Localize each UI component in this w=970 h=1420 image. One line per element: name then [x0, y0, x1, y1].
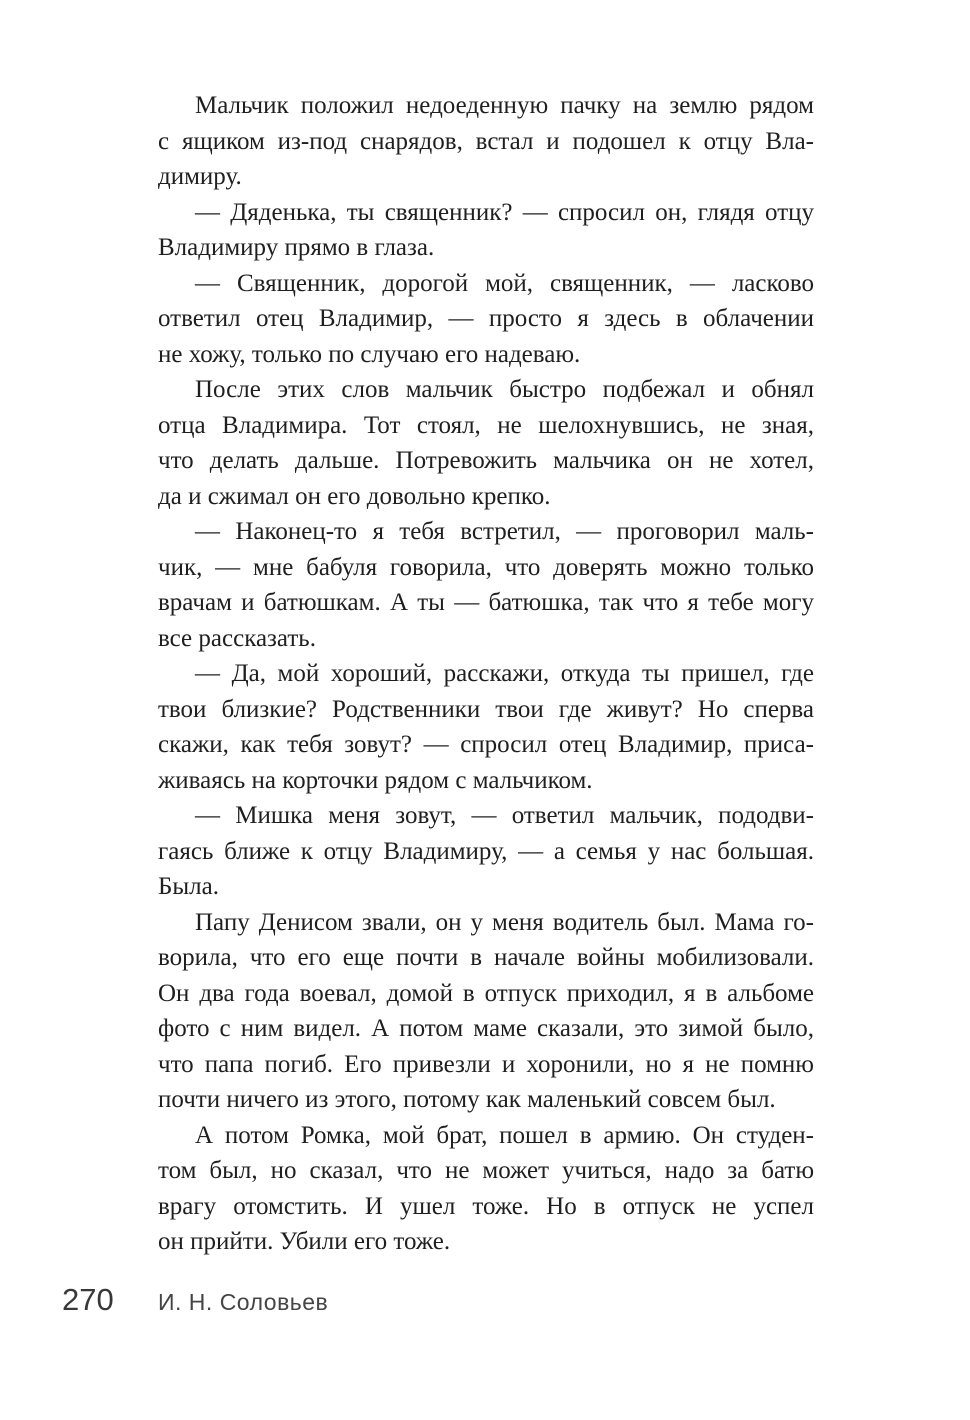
paragraph: [158, 905, 814, 1118]
paragraph: [158, 798, 814, 905]
text-line: врачам и батюшкам. А ты — батюшка, так что я тебе могу: [158, 589, 814, 616]
text-line: фото с ним видел. А потом маме сказали, это зимой было,: [158, 1015, 814, 1042]
text-line: да и сжимал он его довольно крепко.: [158, 482, 551, 510]
text-line: что папа погиб. Его привезли и хоронили, но я не помню: [158, 1050, 814, 1078]
running-footer-author: И. Н. Соловьев: [158, 1289, 329, 1315]
paragraph: [158, 372, 814, 514]
text-line: — Да, мой хороший, расскажи, откуда ты пришел, где: [195, 660, 814, 687]
text-line: — Мишка меня зовут, — ответил мальчик, пододви-: [195, 802, 814, 829]
text-line: все рассказать.: [158, 624, 316, 652]
text-line: чик, — мне бабуля говорила, что доверять можно только: [158, 553, 814, 581]
text-line: димиру.: [158, 163, 242, 190]
paragraph: [158, 195, 814, 266]
text-line: Владимиру прямо в глаза.: [158, 234, 435, 261]
text-line: гаясь ближе к отцу Владимиру, — а семья у нас большая.: [158, 837, 814, 865]
text-line: — Наконец-то я тебя встретил, — проговорил маль-: [195, 518, 814, 545]
text-line: что делать дальше. Потревожить мальчика он не хотел,: [158, 447, 814, 474]
text-line: отца Владимира. Тот стоял, не шелохнувшись, не зная,: [158, 411, 814, 439]
text-line: — Священник, дорогой мой, священник, — ласково: [195, 269, 814, 297]
text-line: ответил отец Владимир, — просто я здесь в облачении: [158, 305, 814, 332]
text-line: А потом Ромка, мой брат, пошел в армию. Он студен-: [195, 1121, 814, 1149]
text-line: с ящиком из-под снарядов, встал и подошел к отцу Вла-: [158, 127, 814, 155]
text-line: ворила, что его еще почти в начале войны мобилизовали.: [158, 944, 814, 971]
text-line: живаясь на корточки рядом с мальчиком.: [158, 766, 593, 794]
paragraph: [158, 266, 814, 373]
paragraph: [158, 88, 814, 195]
text-line: не хожу, только по случаю его надеваю.: [158, 340, 581, 368]
paragraph: [158, 1118, 814, 1260]
text-line: После этих слов мальчик быстро подбежал и обнял: [195, 376, 814, 403]
paragraph: [158, 514, 814, 656]
text-line: Мальчик положил недоеденную пачку на землю рядом: [195, 92, 814, 119]
text-line: Он два года воевал, домой в отпуск приходил, я в альбоме: [158, 979, 814, 1007]
page-number: 270: [62, 1282, 114, 1317]
text-block: [158, 88, 814, 1260]
text-line: скажи, как тебя зовут? — спросил отец Владимир, приса-: [158, 731, 814, 758]
paragraph: [158, 656, 814, 798]
text-line: твои близкие? Родственники твои где живут? Но сперва: [158, 695, 814, 723]
text-line: Папу Денисом звали, он у меня водитель был. Мама го-: [195, 908, 814, 936]
text-line: почти ничего из этого, потому как маленький совсем был.: [158, 1086, 776, 1113]
text-line: он прийти. Убили его тоже.: [158, 1228, 451, 1255]
text-line: Была.: [158, 873, 219, 900]
text-line: врагу отомстить. И ушел тоже. Но в отпуск не успел: [158, 1192, 814, 1220]
text-line: — Дяденька, ты священник? — спросил он, глядя отцу: [195, 198, 814, 226]
text-line: том был, но сказал, что не может учиться, надо за батю: [158, 1157, 814, 1184]
